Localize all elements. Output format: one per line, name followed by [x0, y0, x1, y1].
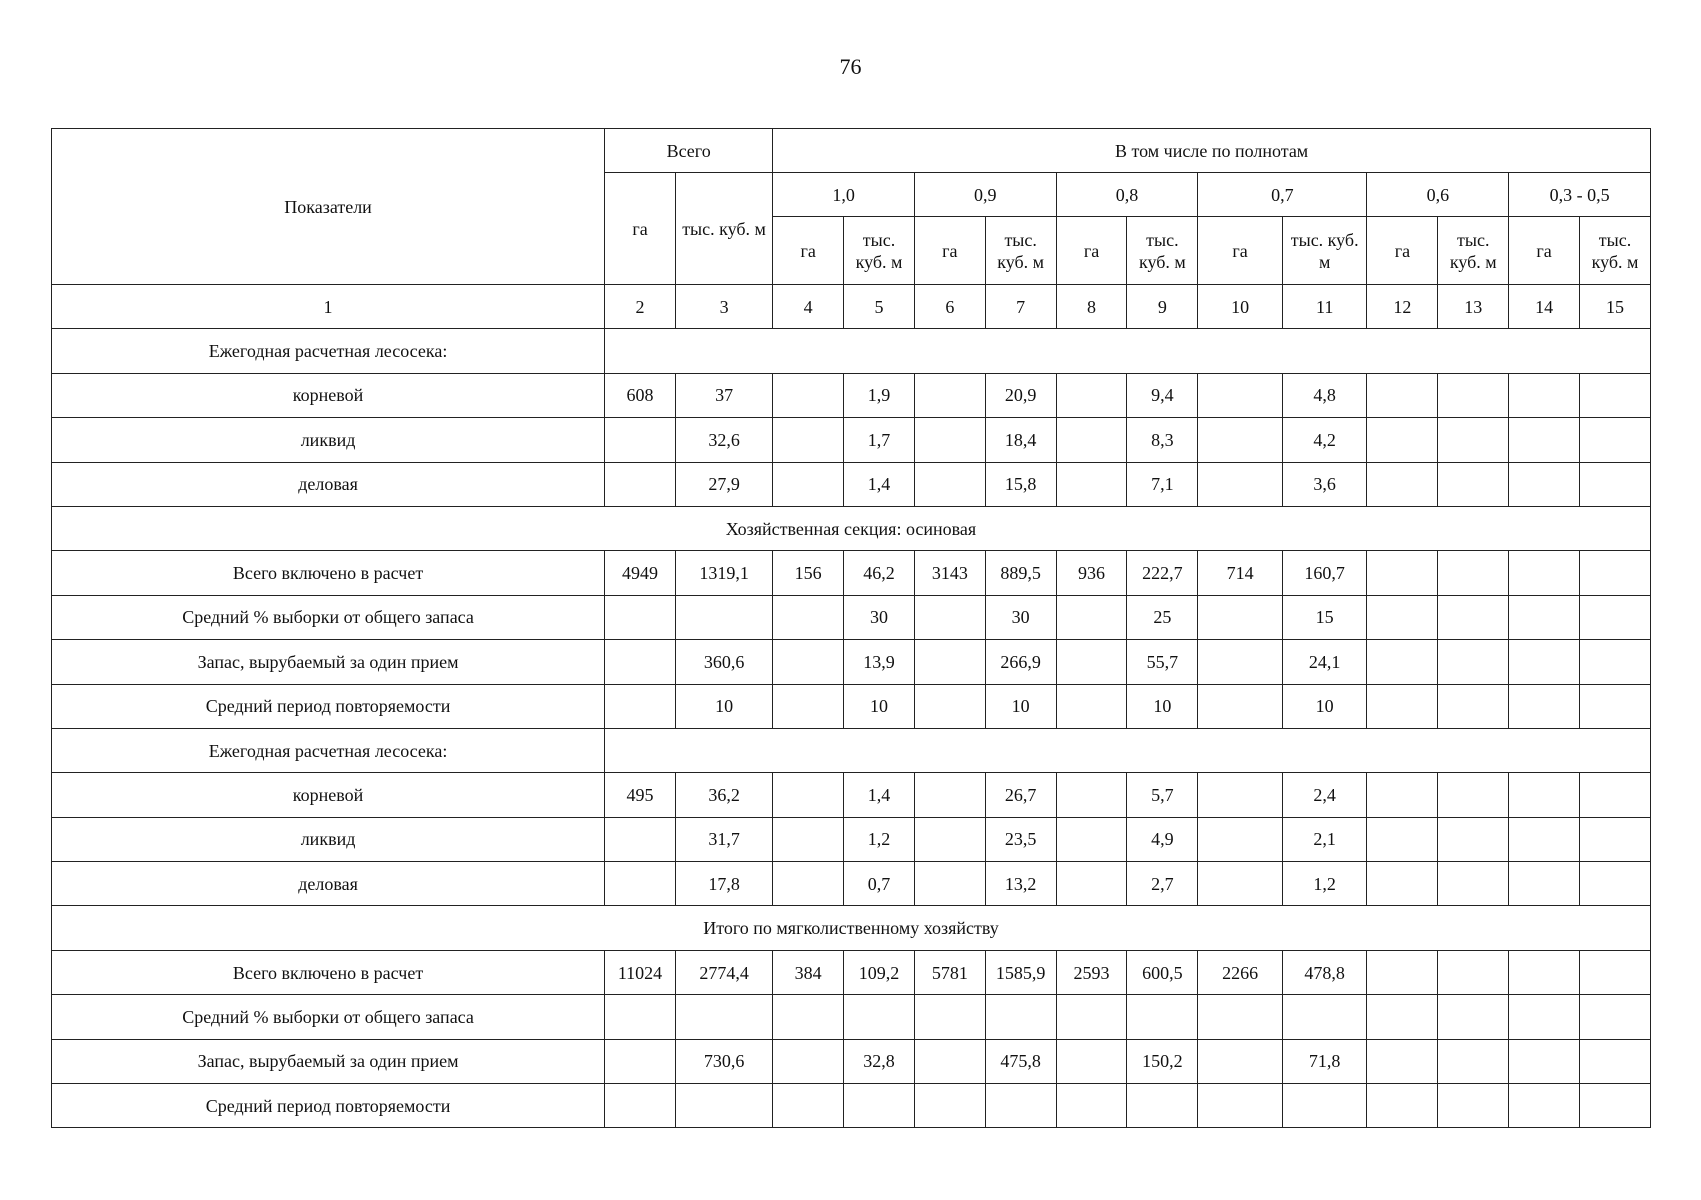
data-cell: 936 [1056, 551, 1127, 595]
row-label: Ежегодная расчетная лесосека: [52, 728, 605, 772]
data-cell [1198, 773, 1283, 817]
data-cell [1438, 595, 1509, 639]
data-cell [773, 1039, 844, 1083]
header-volume: тыс. куб. м [844, 217, 915, 285]
data-cell [1198, 418, 1283, 462]
data-cell [1367, 551, 1438, 595]
data-cell [1580, 684, 1651, 728]
data-cell [1580, 995, 1651, 1039]
data-cell [605, 640, 676, 684]
table-row [52, 640, 1651, 684]
row-label: ликвид [52, 418, 605, 462]
data-cell: 23,5 [985, 817, 1056, 861]
data-cell: 1,9 [844, 373, 915, 417]
data-cell [1509, 1039, 1580, 1083]
data-cell [1367, 1039, 1438, 1083]
data-cell: 11024 [605, 950, 676, 994]
table-row [52, 595, 1651, 639]
data-cell [1438, 418, 1509, 462]
data-cell [1509, 551, 1580, 595]
data-cell: 10 [1127, 684, 1198, 728]
data-cell: 10 [844, 684, 915, 728]
data-cell [1438, 1084, 1509, 1128]
group-label-row [52, 728, 1651, 772]
header-total-ha: га [605, 173, 676, 285]
data-cell [844, 995, 915, 1039]
header-ha: га [1198, 217, 1283, 285]
data-cell [773, 773, 844, 817]
data-cell: 1,4 [844, 773, 915, 817]
row-label: деловая [52, 862, 605, 906]
data-cell [1438, 950, 1509, 994]
data-cell [1580, 773, 1651, 817]
data-cell [1056, 817, 1127, 861]
data-cell [1056, 462, 1127, 506]
column-number: 2 [605, 285, 676, 329]
data-cell: 2,7 [1127, 862, 1198, 906]
data-cell: 714 [1198, 551, 1283, 595]
data-cell [1580, 595, 1651, 639]
data-cell: 2266 [1198, 950, 1283, 994]
data-cell [914, 462, 985, 506]
data-cell: 222,7 [1127, 551, 1198, 595]
data-cell: 2,1 [1282, 817, 1367, 861]
table-row [52, 684, 1651, 728]
row-label: деловая [52, 462, 605, 506]
data-cell [1367, 418, 1438, 462]
data-cell [1056, 773, 1127, 817]
column-number: 1 [52, 285, 605, 329]
data-cell [605, 462, 676, 506]
row-label: Ежегодная расчетная лесосека: [52, 329, 605, 373]
data-cell [1056, 1039, 1127, 1083]
header-volume: тыс. куб. м [1282, 217, 1367, 285]
column-number: 5 [844, 285, 915, 329]
page-number: 76 [839, 54, 862, 79]
header-volume: тыс. куб. м [985, 217, 1056, 285]
column-number: 11 [1282, 285, 1367, 329]
header-density-6: 0,3 - 0,5 [1509, 173, 1651, 217]
table-row [52, 773, 1651, 817]
data-cell [1438, 373, 1509, 417]
table-row [52, 373, 1651, 417]
data-cell: 2774,4 [675, 950, 772, 994]
column-number: 13 [1438, 285, 1509, 329]
data-cell: 0,7 [844, 862, 915, 906]
section-header-row [52, 506, 1651, 550]
data-cell [1438, 684, 1509, 728]
data-cell: 31,7 [675, 817, 772, 861]
data-cell [1367, 950, 1438, 994]
data-cell: 495 [605, 773, 676, 817]
table-row [52, 418, 1651, 462]
row-label: Запас, вырубаемый за один прием [52, 640, 605, 684]
data-cell [1580, 1084, 1651, 1128]
data-cell [1056, 995, 1127, 1039]
header-total-volume: тыс. куб. м [675, 173, 772, 285]
data-cell [1056, 640, 1127, 684]
header-incl-by-density: В том числе по полнотам [773, 129, 1651, 173]
data-cell: 478,8 [1282, 950, 1367, 994]
data-cell [1367, 684, 1438, 728]
section-header-row [52, 906, 1651, 950]
data-cell: 4,8 [1282, 373, 1367, 417]
header-volume: тыс. куб. м [1438, 217, 1509, 285]
data-cell: 266,9 [985, 640, 1056, 684]
data-cell: 25 [1127, 595, 1198, 639]
data-cell: 608 [605, 373, 676, 417]
data-cell: 10 [675, 684, 772, 728]
data-cell: 475,8 [985, 1039, 1056, 1083]
table-row [52, 817, 1651, 861]
data-cell [1438, 551, 1509, 595]
row-label: Средний % выборки от общего запаса [52, 595, 605, 639]
data-cell [1580, 862, 1651, 906]
data-cell [1580, 640, 1651, 684]
data-cell: 160,7 [1282, 551, 1367, 595]
data-cell [1367, 462, 1438, 506]
column-number: 10 [1198, 285, 1283, 329]
header-ha: га [773, 217, 844, 285]
table-row [52, 995, 1651, 1039]
table-row [52, 462, 1651, 506]
data-cell [1438, 1039, 1509, 1083]
data-cell [1509, 462, 1580, 506]
data-cell [1580, 418, 1651, 462]
data-cell [1438, 462, 1509, 506]
data-cell [1509, 640, 1580, 684]
header-ha: га [1509, 217, 1580, 285]
data-cell [1367, 995, 1438, 1039]
header-density-2: 0,9 [914, 173, 1056, 217]
data-cell: 5781 [914, 950, 985, 994]
data-cell: 360,6 [675, 640, 772, 684]
table-header [52, 129, 1651, 329]
data-cell [1198, 1039, 1283, 1083]
data-cell: 24,1 [1282, 640, 1367, 684]
data-cell [605, 595, 676, 639]
data-cell [1509, 373, 1580, 417]
data-cell: 3143 [914, 551, 985, 595]
data-cell [1580, 1039, 1651, 1083]
data-cell: 18,4 [985, 418, 1056, 462]
data-cell [675, 595, 772, 639]
row-label: Всего включено в расчет [52, 551, 605, 595]
data-cell: 46,2 [844, 551, 915, 595]
header-volume: тыс. куб. м [1580, 217, 1651, 285]
data-cell: 1,7 [844, 418, 915, 462]
data-cell [1509, 1084, 1580, 1128]
data-cell: 600,5 [1127, 950, 1198, 994]
data-cell [914, 418, 985, 462]
data-cell [1509, 773, 1580, 817]
data-cell [1580, 373, 1651, 417]
data-cell [1198, 373, 1283, 417]
data-cell: 30 [844, 595, 915, 639]
data-cell [675, 995, 772, 1039]
header-total: Всего [605, 129, 773, 173]
column-number: 15 [1580, 285, 1651, 329]
data-cell [914, 1039, 985, 1083]
data-cell [1509, 684, 1580, 728]
data-cell: 730,6 [675, 1039, 772, 1083]
header-volume: тыс. куб. м [1127, 217, 1198, 285]
data-cell [1438, 817, 1509, 861]
data-cell [605, 1039, 676, 1083]
table-body [52, 329, 1651, 1128]
row-label: Всего включено в расчет [52, 950, 605, 994]
data-cell: 889,5 [985, 551, 1056, 595]
data-cell [1438, 862, 1509, 906]
header-ha: га [1056, 217, 1127, 285]
group-label-row [52, 329, 1651, 373]
data-cell [1056, 684, 1127, 728]
data-cell [985, 1084, 1056, 1128]
data-cell [773, 1084, 844, 1128]
data-cell [1198, 595, 1283, 639]
data-cell [1127, 1084, 1198, 1128]
data-cell: 8,3 [1127, 418, 1198, 462]
data-cell [1367, 773, 1438, 817]
header-density-4: 0,7 [1198, 173, 1367, 217]
column-number: 14 [1509, 285, 1580, 329]
data-cell [773, 862, 844, 906]
row-label: корневой [52, 773, 605, 817]
data-cell: 36,2 [675, 773, 772, 817]
data-cell [1198, 995, 1283, 1039]
data-cell [914, 773, 985, 817]
data-cell: 1,2 [844, 817, 915, 861]
data-cell [914, 684, 985, 728]
data-cell [1509, 817, 1580, 861]
section-title: Хозяйственная секция: осиновая [52, 506, 1651, 550]
data-cell: 4949 [605, 551, 676, 595]
data-cell [1509, 418, 1580, 462]
data-cell [1198, 1084, 1283, 1128]
data-cell: 27,9 [675, 462, 772, 506]
column-number: 3 [675, 285, 772, 329]
data-cell: 17,8 [675, 862, 772, 906]
data-cell [1438, 773, 1509, 817]
data-cell [1367, 373, 1438, 417]
data-cell: 71,8 [1282, 1039, 1367, 1083]
data-cell: 2593 [1056, 950, 1127, 994]
data-cell: 13,9 [844, 640, 915, 684]
data-cell: 109,2 [844, 950, 915, 994]
data-cell [1509, 950, 1580, 994]
row-label: Средний период повторяемости [52, 684, 605, 728]
data-cell [773, 995, 844, 1039]
column-number: 6 [914, 285, 985, 329]
data-cell: 5,7 [1127, 773, 1198, 817]
data-cell [914, 862, 985, 906]
data-cell: 13,2 [985, 862, 1056, 906]
data-cell [1056, 595, 1127, 639]
data-cell [1580, 551, 1651, 595]
column-number-row [52, 285, 1651, 329]
data-cell [985, 995, 1056, 1039]
data-cell: 26,7 [985, 773, 1056, 817]
data-cell [1509, 995, 1580, 1039]
row-label: Средний период повторяемости [52, 1084, 605, 1128]
data-cell [773, 462, 844, 506]
data-cell: 4,9 [1127, 817, 1198, 861]
data-cell [773, 817, 844, 861]
data-cell [1509, 862, 1580, 906]
data-cell [1282, 995, 1367, 1039]
data-cell [1198, 817, 1283, 861]
data-cell [1198, 462, 1283, 506]
data-cell: 9,4 [1127, 373, 1198, 417]
data-cell: 7,1 [1127, 462, 1198, 506]
data-cell: 55,7 [1127, 640, 1198, 684]
data-cell [773, 640, 844, 684]
data-cell [605, 418, 676, 462]
data-cell: 10 [1282, 684, 1367, 728]
column-number: 8 [1056, 285, 1127, 329]
data-cell: 1319,1 [675, 551, 772, 595]
row-label: корневой [52, 373, 605, 417]
data-cell [1580, 462, 1651, 506]
data-cell [605, 862, 676, 906]
data-cell [1367, 817, 1438, 861]
data-cell [1438, 640, 1509, 684]
data-cell [1056, 1084, 1127, 1128]
data-cell [914, 595, 985, 639]
data-cell: 32,8 [844, 1039, 915, 1083]
data-cell [773, 373, 844, 417]
data-cell: 15 [1282, 595, 1367, 639]
data-cell [605, 684, 676, 728]
header-density-3: 0,8 [1056, 173, 1198, 217]
data-cell: 4,2 [1282, 418, 1367, 462]
data-cell [914, 640, 985, 684]
column-number: 12 [1367, 285, 1438, 329]
data-cell [844, 1084, 915, 1128]
data-cell [1367, 640, 1438, 684]
data-cell [675, 1084, 772, 1128]
data-cell [914, 817, 985, 861]
data-cell [1367, 595, 1438, 639]
data-cell [1580, 950, 1651, 994]
table-row [52, 862, 1651, 906]
empty-cell [605, 329, 1651, 373]
header-density-5: 0,6 [1367, 173, 1509, 217]
table-row [52, 1039, 1651, 1083]
row-label: ликвид [52, 817, 605, 861]
data-cell: 20,9 [985, 373, 1056, 417]
data-cell [914, 1084, 985, 1128]
data-cell [1056, 418, 1127, 462]
data-cell: 3,6 [1282, 462, 1367, 506]
data-cell: 156 [773, 551, 844, 595]
data-cell: 1,4 [844, 462, 915, 506]
data-cell [1198, 640, 1283, 684]
data-cell [605, 995, 676, 1039]
header-ha: га [914, 217, 985, 285]
data-cell [1056, 862, 1127, 906]
data-cell [1198, 684, 1283, 728]
header-density-1: 1,0 [773, 173, 915, 217]
data-cell [773, 595, 844, 639]
data-cell [1580, 817, 1651, 861]
data-cell: 10 [985, 684, 1056, 728]
data-cell [773, 418, 844, 462]
row-label: Запас, вырубаемый за один прием [52, 1039, 605, 1083]
column-number: 4 [773, 285, 844, 329]
table-row [52, 1084, 1651, 1128]
data-cell [1438, 995, 1509, 1039]
data-cell [914, 373, 985, 417]
data-cell: 32,6 [675, 418, 772, 462]
data-cell [1509, 595, 1580, 639]
header-ha: га [1367, 217, 1438, 285]
data-cell: 37 [675, 373, 772, 417]
header-indicators: Показатели [52, 129, 605, 285]
data-cell: 15,8 [985, 462, 1056, 506]
data-cell [773, 684, 844, 728]
row-label: Средний % выборки от общего запаса [52, 995, 605, 1039]
data-cell: 2,4 [1282, 773, 1367, 817]
data-cell: 1,2 [1282, 862, 1367, 906]
table-row [52, 950, 1651, 994]
data-cell [914, 995, 985, 1039]
data-cell [1127, 995, 1198, 1039]
data-cell: 1585,9 [985, 950, 1056, 994]
data-cell [1282, 1084, 1367, 1128]
data-cell [605, 817, 676, 861]
data-cell: 30 [985, 595, 1056, 639]
data-cell [1198, 862, 1283, 906]
table-row [52, 551, 1651, 595]
column-number: 9 [1127, 285, 1198, 329]
data-cell [1367, 1084, 1438, 1128]
section-title: Итого по мягколиственному хозяйству [52, 906, 1651, 950]
data-cell: 384 [773, 950, 844, 994]
column-number: 7 [985, 285, 1056, 329]
cutting-area-table [51, 128, 1651, 1128]
data-cell: 150,2 [1127, 1039, 1198, 1083]
data-cell [1056, 373, 1127, 417]
data-cell [605, 1084, 676, 1128]
data-cell [1367, 862, 1438, 906]
empty-cell [605, 728, 1651, 772]
